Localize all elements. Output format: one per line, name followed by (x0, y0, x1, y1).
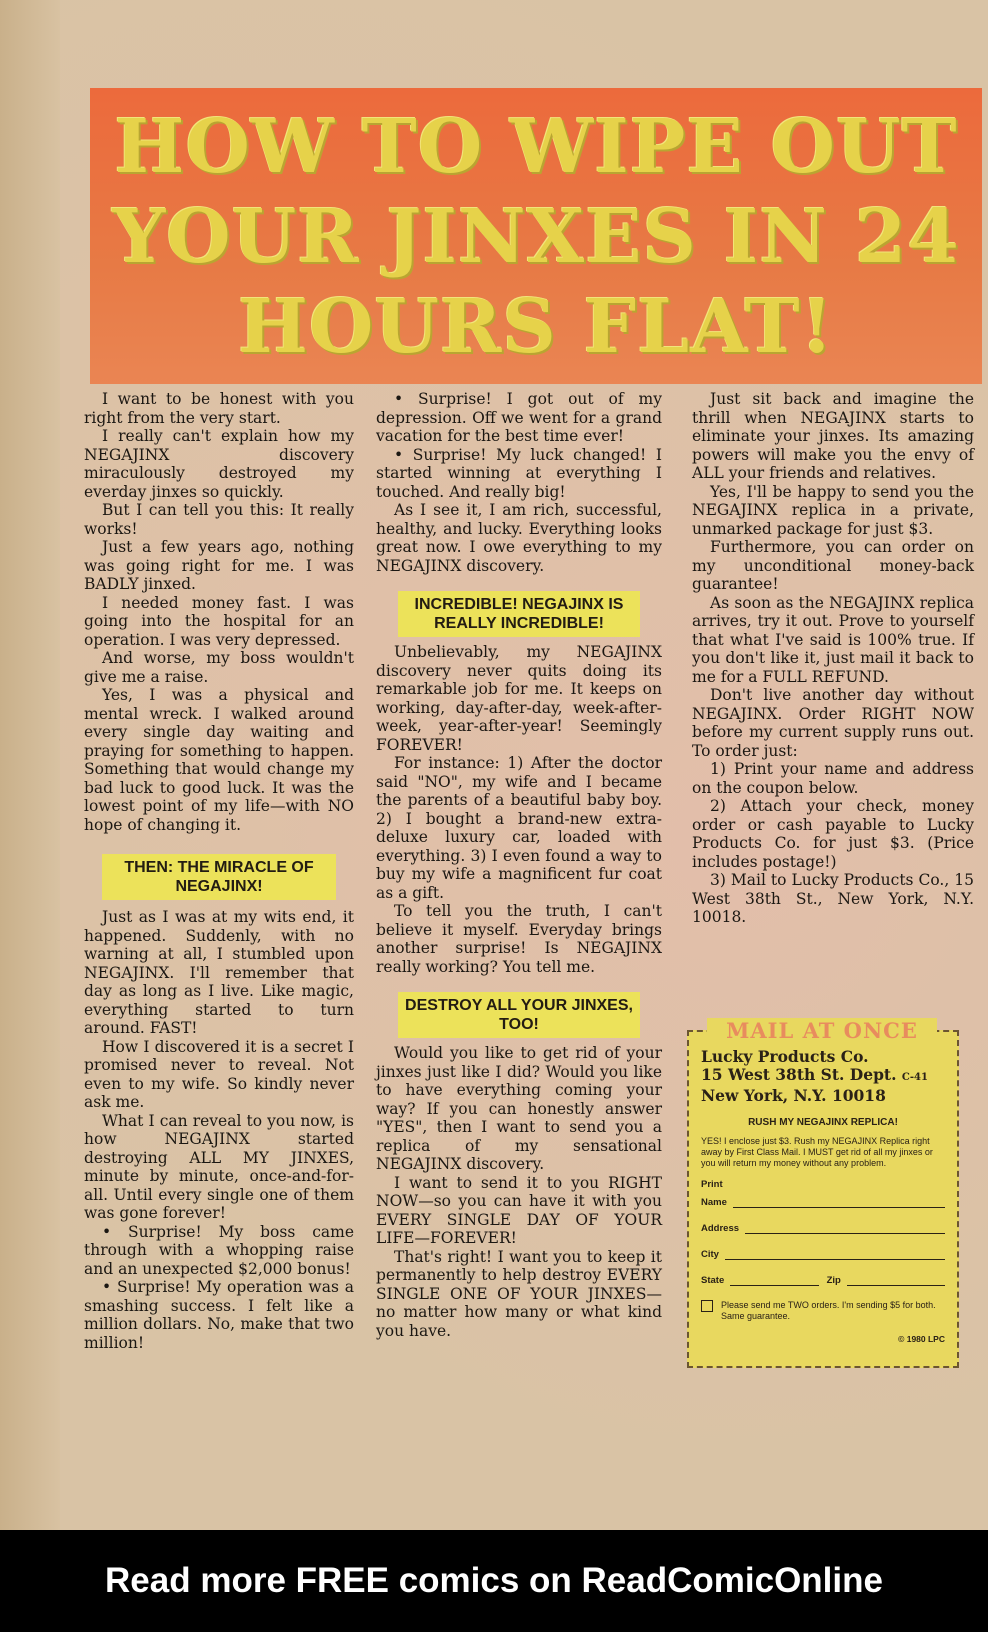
subhead-miracle: THEN: THE MIRACLE OF NEGAJINX! (102, 854, 336, 900)
print-label: Print (701, 1179, 723, 1190)
footer-banner[interactable] (0, 1530, 988, 1632)
order-statement: YES! I enclose just $3. Rush my NEGAJINX Replica right away by First Class Mail. I MUST get rid of all my jinxes or you will return my money without any problem. (701, 1136, 933, 1168)
paragraph: • Surprise! I got out of my depression. Off we went for a grand vacation for the best time ever! (376, 390, 662, 445)
paragraph: I needed money fast. I was going into the hospital for an operation. I was very depressed. (84, 593, 354, 649)
street: 15 West 38th St. Dept. (701, 1065, 897, 1084)
paragraph: Don't live another day without NEGAJINX. Order RIGHT NOW before my current supply runs out. To order just: (692, 686, 974, 760)
coupon-header: MAIL AT ONCE (707, 1018, 937, 1043)
paragraph: I want to send it to you RIGHT NOW—so you can have it with you EVERY SINGLE DAY OF YOUR LIFE—FOREVER! (376, 1173, 662, 1247)
city-field[interactable] (701, 1242, 945, 1260)
paragraph: • Surprise! My boss came through with a whopping raise and an unexpected $2,000 bonus! (84, 1222, 354, 1278)
paragraph: But I can tell you this: It really works! (84, 501, 354, 538)
state-label: State (701, 1275, 725, 1286)
rush-heading: RUSH MY NEGAJINX REPLICA! (748, 1117, 898, 1128)
company-name: Lucky Products Co. (701, 1047, 869, 1066)
state-zip-field[interactable] (701, 1268, 945, 1286)
address-line (745, 1232, 945, 1234)
dept-code: C-41 (901, 1072, 928, 1083)
paragraph: • Surprise! My luck changed! I started winning at everything I touched. And really big! (376, 445, 662, 501)
name-field[interactable] (701, 1190, 945, 1208)
zip-line (847, 1284, 945, 1286)
paragraph: Yes, I'll be happy to send you the NEGAJINX replica in a private, unmarked package for just $3. (692, 482, 974, 538)
paragraph: Furthermore, you can order on my unconditional money-back guarantee! (692, 538, 974, 593)
column-2 (376, 390, 662, 1340)
paragraph: 2) Attach your check, money order or cash payable to Lucky Products Co. for just $3. (Price includes postage!) (692, 797, 974, 871)
paragraph: I really can't explain how my NEGAJINX discovery miraculously destroyed my everday jinxes so quickly. (84, 427, 354, 501)
city-line-blank (725, 1258, 945, 1260)
paragraph: That's right! I want you to keep it permanently to help destroy EVERY SINGLE ONE OF YOUR JINXES—no matter how many or what kind you have. (376, 1247, 662, 1340)
address-label: Address (701, 1223, 740, 1234)
company-address (701, 1048, 945, 1105)
paragraph: To tell you the truth, I can't believe it myself. Everyday brings another surprise! Is NEGAJINX really working? You tell me. (376, 902, 662, 976)
paragraph: Yes, I was a physical and mental wreck. I walked around every single day waiting and praying for something to happen. Something that would change my bad luck to good luck. It was the lowest point of my life—with NO hope of changing it. (84, 686, 354, 834)
two-orders-option[interactable] (701, 1300, 945, 1322)
headline: HOW TO WIPE OUT YOUR JINXES IN 24 HOURS FLAT! (112, 104, 960, 370)
paragraph: Would you like to get rid of your jinxes just like I did? Would you like to have everything coming your way? If you can honestly answer "YES", then I want to send you a replica of my sensational NEGAJINX discovery. (376, 1044, 662, 1173)
address-field[interactable] (701, 1216, 945, 1234)
street-line (701, 1066, 945, 1087)
order-coupon (687, 1018, 959, 1368)
column-3 (692, 390, 974, 927)
paragraph: As soon as the NEGAJINX replica arrives, try it out. Prove to yourself that what I've said is 100% true. If you don't like it, just mail it back to me for a FULL REFUND. (692, 593, 974, 686)
checkbox[interactable] (701, 1300, 713, 1312)
two-orders-text: Please send me TWO orders. I'm sending $5 for both. Same guarantee. (721, 1300, 936, 1321)
paragraph: 1) Print your name and address on the coupon below. (692, 760, 974, 797)
state-line (730, 1284, 818, 1286)
name-label: Name (701, 1197, 727, 1208)
paragraph: • Surprise! My operation was a smashing success. I felt like a million dollars. No, make that two million! (84, 1278, 354, 1352)
paragraph: Just a few years ago, nothing was going right for me. I was BADLY jinxed. (84, 538, 354, 593)
paragraph: Unbelievably, my NEGAJINX discovery never quits doing its remarkable job for me. It keeps on working, day-after-day, week-after-week, year-after-year! Seemingly FOREVER! (376, 643, 662, 754)
paragraph: I want to be honest with you right from the very start. (84, 390, 354, 427)
paragraph: Just as I was at my wits end, it happened. Suddenly, with no warning at all, I stumbled upon NEGAJINX. I'll remember that day as long as I live. Like magic, everything started to turn around. FAST! (84, 908, 354, 1037)
footer-text[interactable]: Read more FREE comics on ReadComicOnline (105, 1561, 883, 1600)
name-line (733, 1206, 945, 1208)
paragraph: And worse, my boss wouldn't give me a raise. (84, 649, 354, 686)
paragraph: Just sit back and imagine the thrill when NEGAJINX starts to eliminate your jinxes. Its amazing powers will make you the envy of ALL your friends and relatives. (692, 390, 974, 482)
headline-banner (90, 88, 982, 384)
column-1 (84, 390, 354, 1352)
zip-label: Zip (826, 1275, 841, 1286)
copyright: © 1980 LPC (898, 1334, 945, 1344)
city-line: New York, N.Y. 10018 (701, 1086, 886, 1105)
paragraph: For instance: 1) After the doctor said "NO", my wife and I became the parents of a beautiful baby boy. 2) I bought a brand-new extra-deluxe luxury car, loaded with everything. 3) I even found a way to buy my wife a magnificent fur coat as a gift. (376, 754, 662, 902)
subhead-destroy: DESTROY ALL YOUR JINXES, TOO! (398, 992, 640, 1038)
subhead-incredible: INCREDIBLE! NEGAJINX IS REALLY INCREDIBLE! (398, 591, 640, 637)
paragraph: As I see it, I am rich, successful, healthy, and lucky. Everything looks great now. I owe everything to my NEGAJINX discovery. (376, 501, 662, 575)
city-label: City (701, 1249, 719, 1260)
paragraph: How I discovered it is a secret I promised never to reveal. Not even to my wife. So kindly never ask me. (84, 1037, 354, 1111)
paragraph: What I can reveal to you now, is how NEGAJINX started destroying ALL MY JINXES, minute by minute, once-and-for-all. Until every single one of them was gone forever! (84, 1111, 354, 1222)
page-spine (0, 0, 60, 1530)
paragraph: 3) Mail to Lucky Products Co., 15 West 38th St., New York, N.Y. 10018. (692, 871, 974, 926)
